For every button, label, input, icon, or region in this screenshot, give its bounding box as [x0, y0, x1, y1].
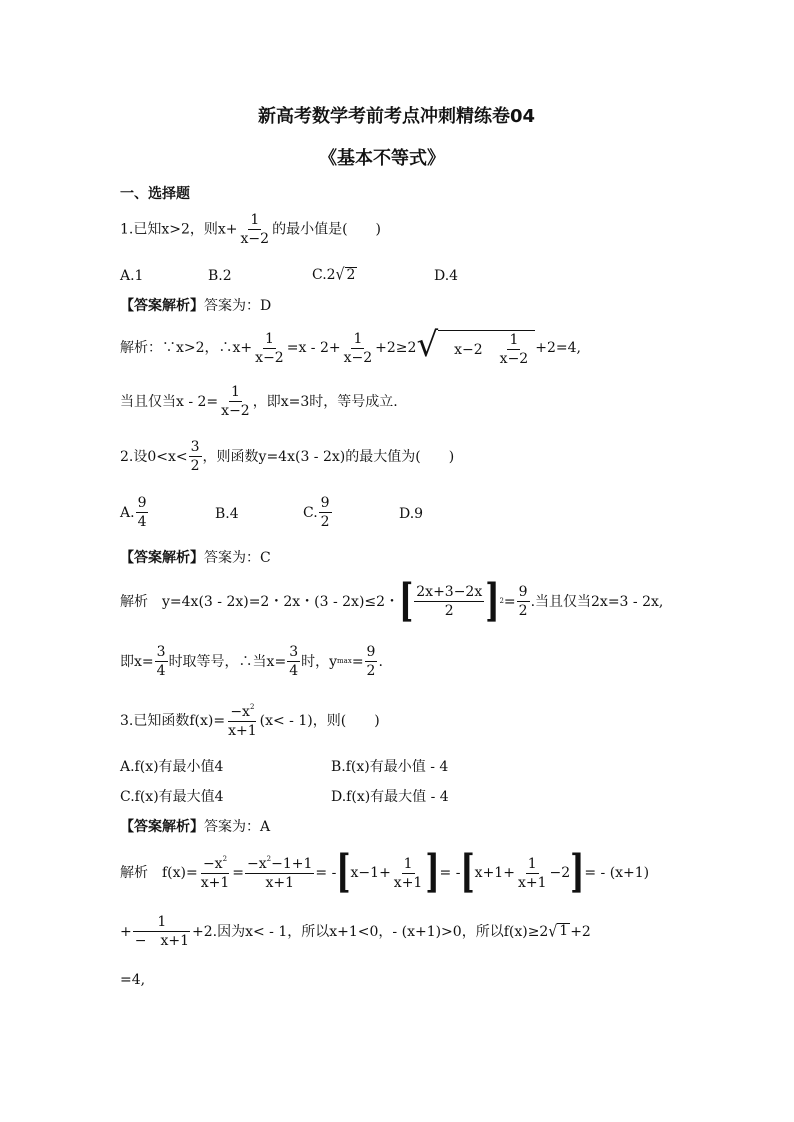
q1-stem-b: 的最小值是( )	[272, 221, 382, 238]
q1-option-c: C.2√ 2	[312, 265, 356, 285]
q1-stem-a: 1.已知x>2，则x+	[120, 221, 238, 238]
q2-option-a: A. $\frac{9}{4}$	[120, 495, 147, 530]
q2-option-b: B.4	[215, 506, 239, 522]
q3-option-b: B.f(x)有最小值 - 4	[331, 759, 449, 775]
q1-option-d: D.4	[434, 268, 459, 284]
q1-fraction: $\frac{1}{x-2}$	[240, 212, 270, 247]
q2-answer: 【答案解析】答案为：C	[120, 550, 271, 566]
q2-option-c: C. $\frac{9}{2}$	[303, 495, 330, 530]
page-title: 新高考数学考前考点冲刺精练卷04	[258, 106, 536, 127]
q2-option-d: D.9	[399, 506, 424, 522]
q2-explanation-2: 即x= $\frac{3}{4}$ 时取等号，∴当x= $\frac{3}{4}$ 时，y max = $\frac{9}{2}$ .	[120, 644, 383, 679]
q1-answer: 【答案解析】答案为：D	[120, 298, 272, 314]
q3-explanation-3: =4,	[120, 972, 146, 988]
q3-option-c: C.f(x)有最大值4	[120, 789, 224, 805]
section-heading: 一、选择题	[120, 186, 190, 202]
page-subtitle: 《基本不等式》	[319, 148, 445, 169]
q1-explanation: 解析：∵x>2，∴x+ $\frac{1}{x-2}$ =x - 2+ $\frac{1}{x-2}$ +2≥2 √ x−2 $\frac{1}{x-2}$ +2=4,	[120, 325, 581, 367]
question-2: 2.设0<x< $\frac{3}{2}$ ，则函数y=4x(3 - 2x)的最大值为( )	[120, 439, 455, 474]
q3-option-d: D.f(x)有最大值 - 4	[331, 789, 449, 805]
question-3: 3.已知函数f(x)= $\frac{-x^2}{x+1}$ (x< - 1)，则( )	[120, 703, 380, 739]
question-1	[120, 213, 381, 246]
q1-condition: 当且仅当x - 2= $\frac{1}{x-2}$ ，即x=3时，等号成立.	[120, 384, 398, 419]
q3-answer: 【答案解析】答案为：A	[120, 819, 271, 835]
answer-tag: 【答案解析】	[120, 298, 204, 314]
q3-explanation-2: + $\frac{1}{- x+1}$ +2.因为x< - 1，所以x+1<0，- (x+1)>0，所以f(x)≥2 √ 1 +2	[120, 914, 591, 949]
q1-option-b: B.2	[208, 268, 232, 284]
q1-sqrt: √ x−2 $\frac{1}{x-2}$	[416, 330, 535, 366]
q2-explanation: 解析 y=4x(3 - 2x)=2・2x・(3 - 2x)≤2・ [ $\frac{2x+3-2x}{2}$ ] 2 = $\frac{9}{2}$ .当且仅当2x=3 - 2x,	[120, 574, 664, 627]
q3-explanation: 解析 f(x)= $\frac{-x^2}{x+1}$ = $\frac{-x^2-1+1}{x+1}$ = - [ x−1+ $\frac{1}{x+1}$ ] = - [ x+1+ $\frac{1}{x+1}$ −2 ] = - (x+1)	[120, 846, 650, 899]
q1-option-a: A.1	[120, 268, 144, 284]
q3-option-a: A.f(x)有最小值4	[120, 759, 224, 775]
